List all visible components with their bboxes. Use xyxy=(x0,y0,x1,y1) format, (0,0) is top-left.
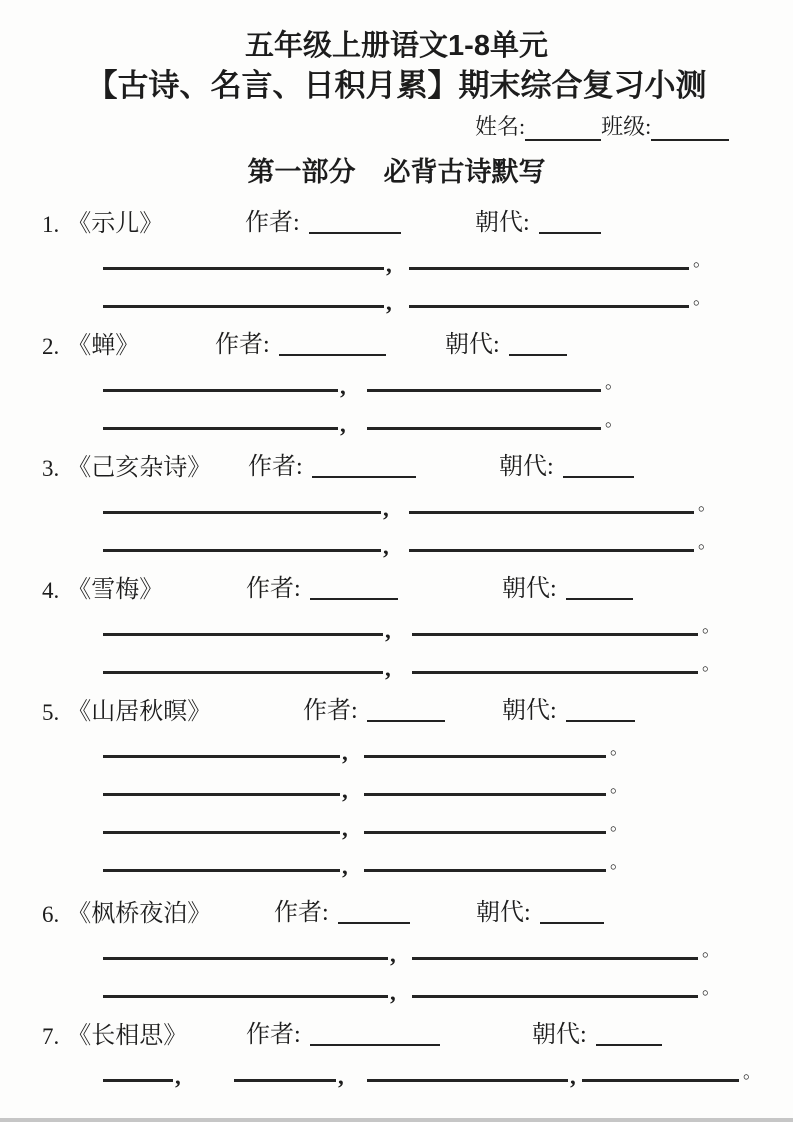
poem-title: 《示儿》 xyxy=(67,211,164,237)
dynasty-blank-line xyxy=(563,456,634,478)
poem-blank-line xyxy=(103,957,388,960)
dynasty-blank-line xyxy=(596,1024,662,1046)
poem-blank-line xyxy=(103,389,338,392)
poem-blank-line xyxy=(103,1079,173,1082)
class-blank-line xyxy=(651,113,729,141)
comma-mark: , xyxy=(386,290,392,315)
author-field xyxy=(274,892,410,927)
dynasty-blank-line xyxy=(566,578,633,600)
poem-item xyxy=(0,573,793,681)
period-mark: 。 xyxy=(610,738,628,758)
poem-item-heading xyxy=(42,691,211,726)
poem-blank-line xyxy=(409,305,689,308)
dynasty-label: 朝代: xyxy=(502,576,557,602)
poem-item-header xyxy=(0,897,793,929)
poem-blank-line xyxy=(103,267,384,270)
poem-blank-line xyxy=(103,755,340,758)
author-label: 作者: xyxy=(245,210,300,236)
poem-blank-line xyxy=(367,427,601,430)
section-title-label: 必背古诗默写 xyxy=(383,157,546,187)
poem-blank-row xyxy=(0,643,793,681)
dynasty-blank-line xyxy=(540,902,604,924)
poem-title: 《蝉》 xyxy=(67,333,140,359)
author-field xyxy=(245,202,401,237)
period-mark: 。 xyxy=(702,616,720,636)
section-part-label: 第一部分 xyxy=(247,157,356,187)
poem-blank-line xyxy=(103,427,338,430)
dynasty-blank-line xyxy=(509,334,567,356)
poem-item xyxy=(0,451,793,559)
comma-mark: , xyxy=(340,374,346,399)
poem-blank-line xyxy=(103,869,340,872)
period-mark: 。 xyxy=(702,654,720,674)
poem-blank-line xyxy=(234,1079,336,1082)
page-subtitle: 【古诗、名言、日积月累】期末综合复习小测 xyxy=(86,68,707,103)
dynasty-label: 朝代: xyxy=(499,454,554,480)
author-blank-line xyxy=(338,902,410,924)
period-mark: 。 xyxy=(610,776,628,796)
comma-mark: , xyxy=(175,1064,181,1089)
poem-blank-line xyxy=(103,549,381,552)
comma-mark: , xyxy=(340,412,346,437)
period-mark: 。 xyxy=(693,288,711,308)
page-title: 五年级上册语文1-8单元 xyxy=(245,30,548,62)
author-label: 作者: xyxy=(246,576,301,602)
poem-item-heading xyxy=(42,569,163,604)
author-label: 作者: xyxy=(246,1022,301,1048)
poem-blank-row xyxy=(0,239,793,277)
poem-item-heading xyxy=(42,1015,187,1050)
comma-mark: , xyxy=(390,942,396,967)
poem-blank-row xyxy=(0,727,793,765)
poem-blank-line xyxy=(582,1079,739,1082)
poem-item-header xyxy=(0,329,793,361)
poem-blank-line xyxy=(409,267,689,270)
comma-mark: , xyxy=(390,980,396,1005)
period-mark: 。 xyxy=(610,852,628,872)
poem-blank-line xyxy=(103,995,388,998)
dynasty-label: 朝代: xyxy=(476,900,531,926)
poem-title: 《枫桥夜泊》 xyxy=(67,901,212,927)
poem-title: 《山居秋暝》 xyxy=(67,699,212,725)
dynasty-field xyxy=(475,202,601,237)
comma-mark: , xyxy=(386,252,392,277)
poem-blank-line xyxy=(412,957,698,960)
poem-item xyxy=(0,329,793,437)
poem-blank-line xyxy=(412,995,698,998)
poem-blank-row xyxy=(0,605,793,643)
item-number: 1. xyxy=(42,212,60,237)
poem-blank-line xyxy=(412,633,698,636)
author-blank-line xyxy=(279,334,386,356)
poem-blank-row xyxy=(0,967,793,1005)
dynasty-field xyxy=(476,892,604,927)
poem-blank-row xyxy=(0,399,793,437)
author-field xyxy=(246,1014,440,1049)
comma-mark: , xyxy=(342,740,348,765)
author-label: 作者: xyxy=(248,454,303,480)
poem-blank-row xyxy=(0,929,793,967)
dynasty-label: 朝代: xyxy=(475,210,530,236)
poem-blank-row xyxy=(0,803,793,841)
dynasty-field xyxy=(502,568,633,603)
author-field xyxy=(246,568,398,603)
dynasty-field xyxy=(445,324,567,359)
poem-item xyxy=(0,207,793,315)
poem-blank-line xyxy=(409,549,694,552)
item-number: 5. xyxy=(42,700,60,725)
author-field xyxy=(248,446,416,481)
name-label: 姓名: xyxy=(475,114,526,139)
page-bottom-edge xyxy=(0,1118,793,1122)
poem-blank-line xyxy=(364,755,606,758)
author-label: 作者: xyxy=(303,698,358,724)
poem-blank-row xyxy=(0,765,793,803)
dynasty-label: 朝代: xyxy=(445,332,500,358)
poem-item xyxy=(0,1019,793,1089)
comma-mark: , xyxy=(383,496,389,521)
poem-blank-line xyxy=(103,671,383,674)
dynasty-field xyxy=(499,446,634,481)
poem-item-header xyxy=(0,1019,793,1051)
author-field xyxy=(215,324,386,359)
poem-blank-row xyxy=(0,277,793,315)
comma-mark: , xyxy=(342,816,348,841)
name-blank-line xyxy=(525,113,601,141)
dynasty-field xyxy=(502,690,635,725)
poem-blank-line xyxy=(409,511,694,514)
period-mark: 。 xyxy=(605,410,623,430)
poem-blank-line xyxy=(364,831,606,834)
poem-blank-line xyxy=(103,305,384,308)
poem-blank-line xyxy=(103,633,383,636)
author-blank-line xyxy=(310,1024,440,1046)
poem-blank-line xyxy=(367,389,601,392)
comma-mark: , xyxy=(385,618,391,643)
poem-item-header xyxy=(0,573,793,605)
period-mark: 。 xyxy=(702,978,720,998)
poem-item-header xyxy=(0,451,793,483)
comma-mark: , xyxy=(342,854,348,879)
comma-mark: , xyxy=(570,1064,576,1089)
poem-blank-line xyxy=(367,1079,568,1082)
dynasty-label: 朝代: xyxy=(502,698,557,724)
class-label: 班级: xyxy=(601,114,652,139)
author-label: 作者: xyxy=(274,900,329,926)
poem-item-heading xyxy=(42,893,211,928)
author-blank-line xyxy=(367,700,445,722)
period-mark: 。 xyxy=(605,372,623,392)
comma-mark: , xyxy=(338,1064,344,1089)
poem-blank-row xyxy=(0,521,793,559)
item-number: 4. xyxy=(42,578,60,603)
poem-title: 《己亥杂诗》 xyxy=(67,455,212,481)
poem-blank-row xyxy=(0,1051,793,1089)
poem-item-heading xyxy=(42,203,163,238)
period-mark: 。 xyxy=(698,532,716,552)
name-class-line xyxy=(0,110,793,142)
comma-mark: , xyxy=(383,534,389,559)
poem-item-header xyxy=(0,207,793,239)
period-mark: 。 xyxy=(693,250,711,270)
author-label: 作者: xyxy=(215,332,270,358)
dynasty-field xyxy=(532,1014,662,1049)
period-mark: 。 xyxy=(698,494,716,514)
poem-blank-line xyxy=(364,869,606,872)
poem-blank-line xyxy=(103,793,340,796)
item-number: 7. xyxy=(42,1024,60,1049)
poem-blank-row xyxy=(0,841,793,879)
period-mark: 。 xyxy=(743,1062,761,1082)
poem-blank-line xyxy=(103,831,340,834)
author-blank-line xyxy=(312,456,416,478)
period-mark: 。 xyxy=(610,814,628,834)
poem-blank-row xyxy=(0,361,793,399)
item-number: 6. xyxy=(42,902,60,927)
item-number: 2. xyxy=(42,334,60,359)
poem-items xyxy=(0,207,793,1089)
poem-blank-row xyxy=(0,483,793,521)
poem-blank-line xyxy=(364,793,606,796)
author-field xyxy=(303,690,445,725)
poem-title: 《雪梅》 xyxy=(67,577,164,603)
author-blank-line xyxy=(309,212,401,234)
dynasty-blank-line xyxy=(566,700,635,722)
comma-mark: , xyxy=(342,778,348,803)
author-blank-line xyxy=(310,578,398,600)
poem-item xyxy=(0,897,793,1005)
poem-item-header xyxy=(0,695,793,727)
poem-item-heading xyxy=(42,325,139,360)
name-class-group xyxy=(475,110,729,141)
period-mark: 。 xyxy=(702,940,720,960)
item-number: 3. xyxy=(42,456,60,481)
dynasty-blank-line xyxy=(539,212,601,234)
poem-item-heading xyxy=(42,447,211,482)
section-heading xyxy=(0,154,793,190)
poem-item xyxy=(0,695,793,879)
poem-blank-line xyxy=(412,671,698,674)
dynasty-label: 朝代: xyxy=(532,1022,587,1048)
poem-blank-line xyxy=(103,511,381,514)
comma-mark: , xyxy=(385,656,391,681)
poem-title: 《长相思》 xyxy=(67,1023,188,1049)
